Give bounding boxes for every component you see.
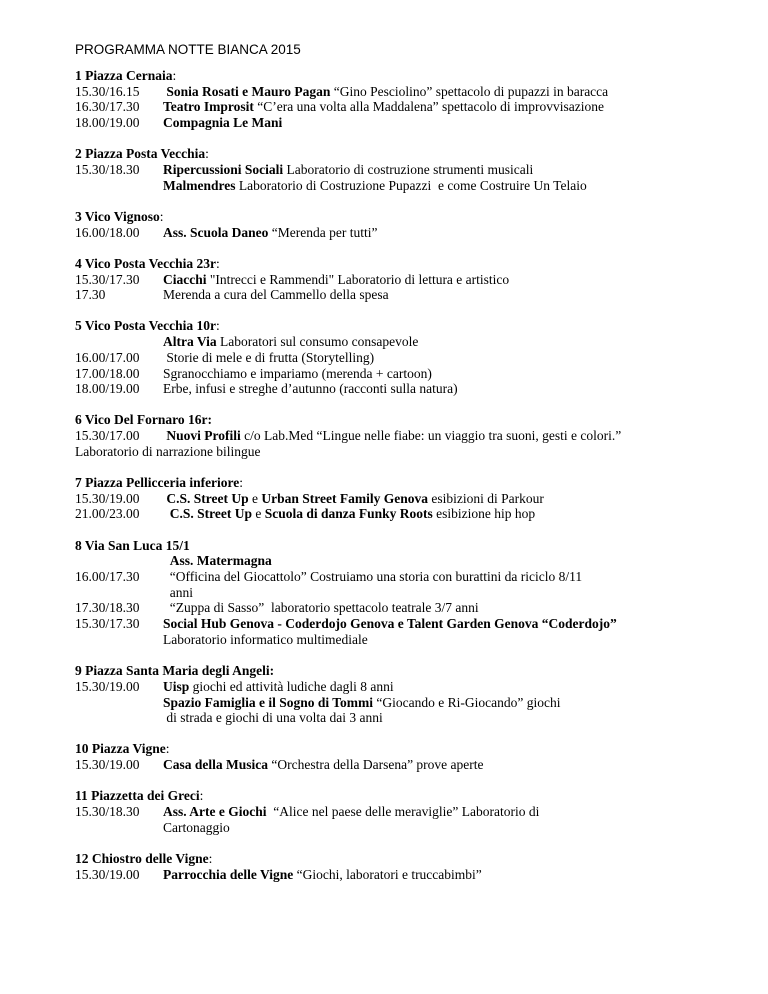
- schedule-entry: [163, 366, 755, 382]
- program-section: [75, 663, 755, 726]
- schedule-row: [75, 428, 755, 444]
- activity-description: e: [248, 490, 262, 506]
- schedule-entry: [163, 820, 755, 836]
- schedule-row: [75, 569, 755, 585]
- section-heading-colon: :: [216, 318, 220, 334]
- section-heading-colon: :: [205, 146, 209, 162]
- activity-description: “Zuppa di Sasso” laboratorio spettacolo teatrale 3/7 anni: [169, 600, 479, 616]
- schedule-time: 16.00/17.00: [75, 349, 140, 365]
- activity-description: c/o Lab.Med “Lingue nelle fiabe: un viaggio tra suoni, gesti e colori.”: [240, 428, 622, 444]
- schedule-entry: [163, 272, 755, 288]
- schedule-time: 16.00/18.00: [75, 224, 140, 240]
- schedule-row: [75, 366, 755, 382]
- schedule-row: [75, 225, 755, 241]
- entry-indent: [163, 585, 170, 600]
- section-heading-colon: :: [172, 68, 177, 83]
- section-heading: [75, 663, 755, 679]
- activity-description: “Giochi, laboratori e truccabimbi”: [293, 866, 482, 882]
- organizer-name: Spazio Famiglia e il Sogno di Tommi: [163, 694, 374, 710]
- section-heading: [75, 538, 755, 554]
- organizer-name: Parrocchia delle Vigne: [163, 866, 294, 882]
- schedule-row: [75, 553, 755, 569]
- schedule-row: [75, 600, 755, 616]
- organizer-name: Casa della Musica: [163, 757, 269, 773]
- organizer-name: Nuovi Profili: [166, 428, 241, 444]
- organizer-name: Ass. Matermagna: [169, 553, 272, 569]
- schedule-entry: [163, 225, 755, 241]
- organizer-name: Urban Street Family Genova: [261, 490, 428, 506]
- activity-description: “Alice nel paese delle meraviglie” Laboratorio di: [266, 804, 540, 820]
- activity-description: Merenda a cura del Cammello della spesa: [163, 287, 389, 303]
- section-heading-colon: :: [159, 208, 164, 224]
- schedule-time: 15.30/17.00: [75, 428, 140, 444]
- program-section: [75, 146, 755, 193]
- section-place: 11 Piazzetta dei Greci: [75, 788, 200, 804]
- section-place: 3 Vico Vignoso: [75, 208, 160, 224]
- schedule-time: 18.00/19.00: [75, 115, 140, 131]
- schedule-entry: [163, 84, 755, 100]
- organizer-name: C.S. Street Up: [166, 490, 249, 506]
- activity-description: esibizione hip hop: [432, 506, 536, 522]
- schedule-row: [75, 334, 755, 350]
- organizer-name: Malmendres: [163, 177, 236, 193]
- schedule-time: 15.30/16.15: [75, 83, 140, 99]
- schedule-entry: [163, 695, 755, 711]
- schedule-row: [75, 616, 755, 632]
- schedule-row: [75, 632, 755, 648]
- activity-description: “Orchestra della Darsena” prove aperte: [268, 757, 484, 773]
- schedule-entry: [163, 585, 755, 601]
- schedule-time: 15.30/18.30: [75, 162, 140, 178]
- activity-description: e: [252, 506, 265, 522]
- schedule-entry: [163, 162, 755, 178]
- schedule-time: 15.30/18.30: [75, 804, 140, 820]
- schedule-time: 17.00/18.00: [75, 365, 140, 381]
- activity-description: Cartonaggio: [163, 819, 230, 835]
- schedule-row: [75, 381, 755, 397]
- schedule-time: 15.30/17.30: [75, 616, 140, 632]
- schedule-time: 16.00/17.30: [75, 569, 140, 585]
- activity-description: giochi ed attività ludiche dagli 8 anni: [189, 678, 394, 694]
- organizer-name: Scuola di danza Funky Roots: [264, 506, 433, 522]
- schedule-time: 17.30: [75, 287, 106, 303]
- program-section: [75, 209, 755, 240]
- section-place: 1 Piazza Cernaia: [75, 68, 173, 83]
- section-heading: [75, 851, 755, 867]
- section-heading: [75, 146, 755, 162]
- program-section: [75, 318, 755, 397]
- section-place: 8 Via San Luca 15/1: [75, 537, 190, 553]
- schedule-time: 16.30/17.30: [75, 99, 140, 115]
- schedule-entry: [163, 491, 755, 507]
- section-place: 4 Vico Posta Vecchia 23r: [75, 255, 216, 271]
- schedule-row: [75, 491, 755, 507]
- entry-indent: [163, 506, 170, 521]
- organizer-name: Ass. Arte e Giochi: [163, 804, 267, 820]
- organizer-name: C.S. Street Up: [169, 506, 252, 522]
- schedule-time: 21.00/23.00: [75, 506, 140, 522]
- program-section: [75, 475, 755, 522]
- section-place: 10 Piazza Vigne: [75, 741, 166, 757]
- program-section: [75, 538, 755, 648]
- schedule-row: [75, 115, 755, 131]
- entry-indent: [163, 553, 170, 568]
- schedule-entry: [163, 757, 755, 773]
- program-section: [75, 788, 755, 835]
- schedule-time: 18.00/19.00: [75, 381, 140, 397]
- section-heading: [75, 788, 755, 804]
- activity-description: Laboratorio di costruzione strumenti musicali: [283, 162, 534, 178]
- schedule-row: [75, 272, 755, 288]
- schedule-time: 15.30/19.00: [75, 866, 140, 882]
- section-heading: [75, 741, 755, 757]
- activity-description: Storie di mele e di frutta (Storytelling): [166, 349, 375, 365]
- activity-description: di strada e giochi di una volta dai 3 anni: [166, 710, 383, 726]
- schedule-entry: [163, 334, 755, 350]
- schedule-row: [75, 162, 755, 178]
- organizer-name: Uisp: [163, 678, 190, 694]
- section-heading-colon: :: [208, 850, 213, 866]
- organizer-name: Altra Via: [163, 334, 217, 350]
- activity-description: “Giocando e Ri-Giocando” giochi: [373, 694, 561, 710]
- activity-description: “Merenda per tutti”: [268, 224, 378, 240]
- schedule-row: [75, 804, 755, 820]
- program-section: [75, 412, 755, 459]
- schedule-time: 17.30/18.30: [75, 600, 140, 616]
- section-place: 7 Piazza Pellicceria inferiore: [75, 475, 240, 491]
- schedule-entry: [163, 178, 755, 194]
- section-heading-colon: :: [199, 788, 204, 804]
- organizer-name: Sonia Rosati e Mauro Pagan: [166, 83, 331, 99]
- section-heading-colon: :: [239, 475, 244, 491]
- schedule-time: 15.30/17.30: [75, 271, 140, 287]
- schedule-row: [75, 757, 755, 773]
- schedule-row: [75, 178, 755, 194]
- activity-description: Laboratorio informatico multimediale: [163, 631, 368, 647]
- schedule-entry: [163, 350, 755, 366]
- activity-description: “Officina del Giocattolo” Costruiamo una storia con burattini da riciclo 8/11: [169, 569, 583, 585]
- activity-description: "Intrecci e Rammendi" Laboratorio di lettura e artistico: [206, 271, 510, 287]
- schedule-entry: [163, 428, 755, 444]
- schedule-row: [75, 506, 755, 522]
- schedule-entry: [163, 804, 755, 820]
- section-heading: [75, 412, 755, 428]
- document-page: [75, 42, 755, 898]
- organizer-name: Compagnia Le Mani: [163, 115, 283, 131]
- section-heading: [75, 256, 755, 272]
- program-section: [75, 851, 755, 882]
- schedule-row: [75, 679, 755, 695]
- schedule-row: [75, 867, 755, 883]
- organizer-name: Ciacchi: [163, 271, 207, 287]
- schedule-row: [75, 820, 755, 836]
- section-place: 9 Piazza Santa Maria degli Angeli:: [75, 663, 275, 679]
- schedule-entry: [163, 287, 755, 303]
- schedule-entry: [163, 867, 755, 883]
- program-section: [75, 741, 755, 772]
- schedule-time: 15.30/19.00: [75, 490, 140, 506]
- activity-description: esibizioni di Parkour: [427, 490, 544, 506]
- section-heading-colon: :: [216, 255, 220, 271]
- activity-description: Erbe, infusi e streghe d’autunno (racconti sulla natura): [163, 381, 458, 397]
- schedule-entry: [163, 600, 755, 616]
- schedule-row: [75, 287, 755, 303]
- organizer-name: Ass. Scuola Daneo: [163, 224, 269, 240]
- schedule-entry: [163, 553, 755, 569]
- schedule-row: [75, 695, 755, 711]
- activity-description: anni: [169, 584, 193, 600]
- activity-description: “Gino Pesciolino” spettacolo di pupazzi in baracca: [330, 83, 609, 99]
- schedule-row: [75, 84, 755, 100]
- schedule-time: 15.30/19.00: [75, 678, 140, 694]
- section-heading: [75, 318, 755, 334]
- section-place: 2 Piazza Posta Vecchia: [75, 146, 206, 162]
- activity-description: Laboratori sul consumo consapevole: [216, 334, 419, 350]
- activity-description: Laboratorio di Costruzione Pupazzi e come Costruire Un Telaio: [235, 177, 587, 193]
- section-heading-colon: :: [165, 741, 170, 757]
- section-place: 6 Vico Del Fornaro 16r:: [75, 412, 212, 428]
- section-place: 12 Chiostro delle Vigne: [75, 850, 209, 866]
- program-list: [75, 68, 755, 882]
- document-title: PROGRAMMA NOTTE BIANCA 2015: [75, 42, 301, 57]
- schedule-time: 15.30/19.00: [75, 757, 140, 773]
- activity-description: Sgranocchiamo e impariamo (merenda + cartoon): [163, 365, 432, 381]
- schedule-entry: [163, 679, 755, 695]
- schedule-entry: [163, 99, 755, 115]
- schedule-entry: [163, 506, 755, 522]
- schedule-row: [75, 710, 755, 726]
- schedule-entry: [163, 710, 755, 726]
- schedule-entry: [163, 569, 755, 585]
- entry-indent: [163, 600, 170, 615]
- program-section: [75, 256, 755, 303]
- activity-description: “C’era una volta alla Maddalena” spettacolo di improvvisazione: [253, 99, 605, 115]
- schedule-row: [75, 99, 755, 115]
- organizer-name: Ripercussioni Sociali: [163, 162, 284, 178]
- entry-indent: [163, 569, 170, 584]
- schedule-entry: [163, 632, 755, 648]
- section-heading: [75, 209, 755, 225]
- program-section: [75, 68, 755, 131]
- section-heading: [75, 475, 755, 491]
- section-note: Laboratorio di narrazione bilingue: [75, 443, 261, 459]
- section-heading: [75, 68, 755, 84]
- schedule-entry: [163, 115, 755, 131]
- schedule-row: [75, 585, 755, 601]
- section-place: 5 Vico Posta Vecchia 10r: [75, 318, 216, 334]
- schedule-entry: [163, 616, 755, 632]
- organizer-name: Teatro Improsit: [163, 99, 254, 115]
- schedule-entry: [163, 381, 755, 397]
- organizer-name: Social Hub Genova - Coderdojo Genova e Talent Garden Genova “Coderdojo”: [163, 616, 617, 632]
- schedule-row: [75, 350, 755, 366]
